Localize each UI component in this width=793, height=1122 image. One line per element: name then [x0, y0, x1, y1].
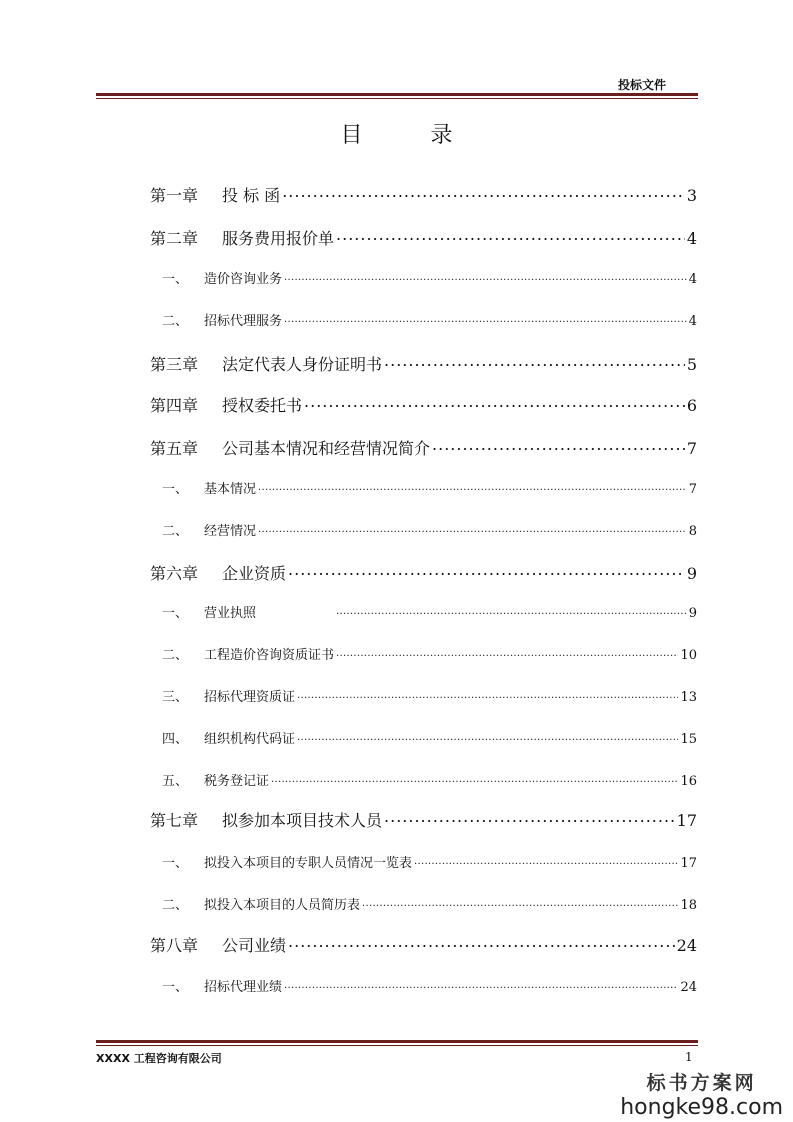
toc-entry-page: 9: [686, 564, 697, 583]
toc-entry-number: 一、: [162, 272, 189, 287]
toc-entry[interactable]: [150, 686, 697, 705]
toc-entry-label: 拟投入本项目的人员简历表: [204, 898, 361, 913]
toc-entry-label: 企业资质: [222, 564, 287, 583]
toc-entry-number: 二、: [162, 524, 189, 539]
toc-entry-number: 一、: [162, 482, 189, 497]
toc-leader-dots: [288, 935, 675, 951]
toc-entry-number: 一、: [162, 980, 189, 995]
page-title: [0, 118, 793, 149]
toc-entry[interactable]: [150, 728, 697, 747]
toc-leader-dots: [336, 228, 685, 244]
toc-entry-number: 第六章: [150, 564, 199, 583]
header-text: 投标文件: [617, 78, 666, 92]
toc-entry[interactable]: [150, 520, 697, 539]
toc-leader-dots: [336, 646, 678, 659]
toc-leader-dots: [284, 978, 678, 991]
toc-entry[interactable]: [150, 894, 697, 913]
toc-entry-page: 24: [676, 936, 697, 955]
toc-entry-number: 第七章: [150, 811, 199, 830]
toc-entry[interactable]: [150, 808, 697, 831]
toc-entry-label: 招标代理服务: [204, 314, 283, 329]
toc-entry-page: 9: [688, 606, 697, 621]
toc-entry-number: 第五章: [150, 439, 199, 458]
toc-entry-page: 8: [688, 524, 697, 539]
title-char-2: 录: [430, 123, 487, 148]
toc-entry-number: 第四章: [150, 396, 199, 415]
toc-entry-label: 服务费用报价单: [222, 229, 335, 248]
watermark-line-2: hongke98.com: [620, 1095, 783, 1120]
toc-entry-label: 造价咨询业务: [204, 272, 283, 287]
toc-leader-dots: [284, 312, 687, 325]
toc-entry-label: 公司业绩: [222, 936, 287, 955]
toc-entry[interactable]: [150, 770, 697, 789]
toc-entry[interactable]: [150, 602, 697, 621]
toc-entry-label: 招标代理资质证: [204, 690, 296, 705]
toc-entry[interactable]: [150, 268, 697, 287]
toc-entry-page: 16: [680, 774, 697, 789]
toc-entry-page: 4: [688, 272, 697, 287]
toc-entry-page: 17: [680, 856, 697, 871]
toc-entry[interactable]: [150, 478, 697, 497]
toc-entry-page: 7: [688, 482, 697, 497]
toc-entry-number: 第一章: [150, 186, 199, 205]
toc-entry-number: 五、: [162, 774, 189, 789]
toc-entry[interactable]: [150, 561, 697, 584]
toc-entry[interactable]: [150, 436, 697, 459]
toc-entry-page: 17: [676, 811, 697, 830]
toc-entry-page: 5: [686, 355, 697, 374]
toc-leader-dots: [297, 730, 678, 743]
toc-entry-page: 7: [686, 439, 697, 458]
toc-entry-number: 三、: [162, 690, 189, 705]
toc-entry-label: 招标代理业绩: [204, 980, 283, 995]
toc-entry[interactable]: [150, 226, 697, 249]
toc-entry-label: 税务登记证: [204, 774, 270, 789]
toc-leader-dots: [271, 772, 678, 785]
toc-entry-page: 13: [680, 690, 697, 705]
toc-entry-label: 拟参加本项目技术人员: [222, 811, 383, 830]
toc-leader-dots: [284, 270, 687, 283]
toc-entry-label: 授权委托书: [222, 396, 303, 415]
title-char-1: 目: [340, 123, 397, 148]
toc-entry-number: 第八章: [150, 936, 199, 955]
toc-entry-label: 基本情况: [204, 482, 257, 497]
toc-entry[interactable]: [150, 310, 697, 329]
toc-entry-label: 经营情况: [204, 524, 257, 539]
toc-entry-page: 6: [686, 396, 697, 415]
toc-leader-dots: [258, 480, 687, 493]
toc-entry-page: 24: [680, 980, 697, 995]
toc-leader-dots: [282, 185, 685, 201]
toc-entry-page: 3: [686, 186, 697, 205]
toc-entry-number: 第二章: [150, 229, 199, 248]
toc-entry[interactable]: [150, 644, 697, 663]
toc-entry[interactable]: [150, 933, 697, 956]
toc-entry-page: 18: [680, 898, 697, 913]
toc-leader-dots: [288, 563, 685, 579]
toc-entry[interactable]: [150, 393, 697, 416]
toc-entry-label: 投 标 函: [222, 186, 281, 205]
toc-entry-label: 拟投入本项目的专职人员情况一览表: [204, 856, 413, 871]
toc-entry[interactable]: [150, 852, 697, 871]
footer-rule: [96, 1040, 698, 1046]
watermark-logo: [620, 1068, 783, 1120]
toc-entry-page: 15: [680, 732, 697, 747]
toc-leader-dots: [432, 438, 685, 454]
toc-entry-number: 二、: [162, 898, 189, 913]
watermark-line-1: 标书方案网: [646, 1072, 757, 1094]
toc-leader-dots: [336, 604, 687, 617]
footer-page-number: 1: [685, 1050, 693, 1064]
toc-entry[interactable]: [150, 352, 697, 375]
toc-leader-dots: [258, 522, 687, 535]
toc-leader-dots: [297, 688, 678, 701]
toc-entry-page: 10: [680, 648, 697, 663]
toc-entry-number: 二、: [162, 648, 189, 663]
toc-entry-label: 公司基本情况和经营情况简介: [222, 439, 431, 458]
toc-leader-dots: [414, 854, 678, 867]
toc-entry-number: 一、: [162, 856, 189, 871]
toc-entry-number: 一、: [162, 606, 189, 621]
toc-entry-label: 组织机构代码证: [204, 732, 296, 747]
toc-entry-label: 工程造价咨询资质证书: [204, 648, 335, 663]
toc-entry-page: 4: [688, 314, 697, 329]
toc-leader-dots: [384, 810, 675, 826]
toc-entry-label: 营业执照: [204, 606, 257, 621]
toc-leader-dots: [304, 395, 685, 411]
toc-entry-number: 四、: [162, 732, 189, 747]
toc-leader-dots: [384, 354, 685, 370]
footer-company: XXXX 工程咨询有限公司: [96, 1052, 222, 1065]
toc-entry-number: 第三章: [150, 355, 199, 374]
header-rule: [96, 93, 698, 99]
toc-entry[interactable]: [150, 183, 697, 206]
toc-entry[interactable]: [150, 976, 697, 995]
toc-leader-dots: [362, 896, 678, 909]
toc-entry-label: 法定代表人身份证明书: [222, 355, 383, 374]
toc-entry-number: 二、: [162, 314, 189, 329]
toc-entry-page: 4: [686, 229, 697, 248]
